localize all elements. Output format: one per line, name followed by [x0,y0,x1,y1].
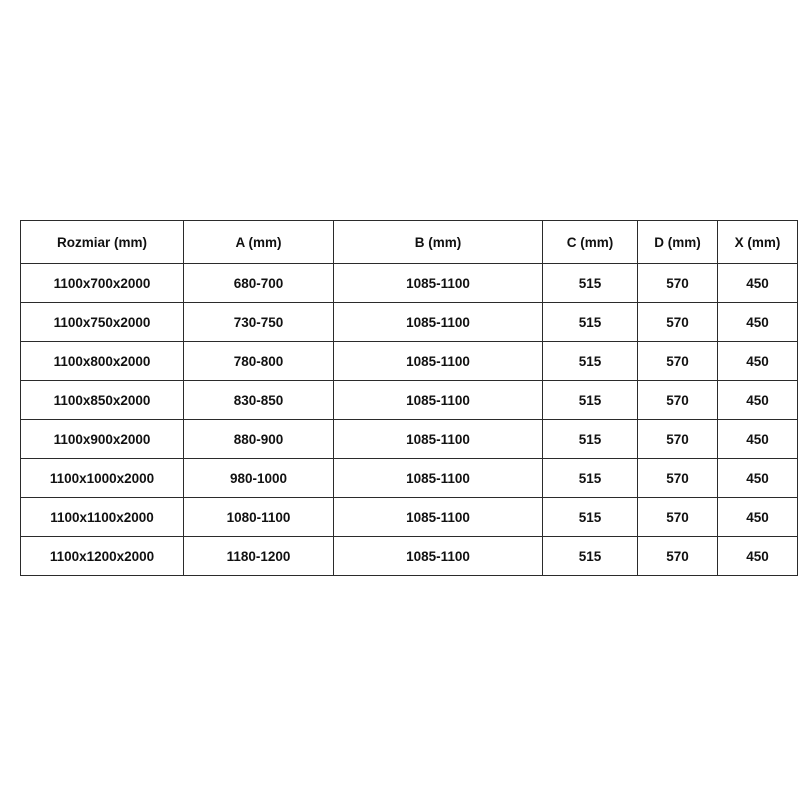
cell-d: 570 [638,264,718,303]
cell-d: 570 [638,537,718,576]
table-row [21,498,798,537]
cell-rozmiar: 1100x1000x2000 [21,459,184,498]
cell-a: 1180-1200 [184,537,334,576]
column-header-rozmiar: Rozmiar (mm) [21,221,184,264]
cell-x: 450 [718,420,798,459]
cell-x: 450 [718,459,798,498]
cell-c: 515 [543,342,638,381]
cell-c: 515 [543,459,638,498]
cell-d: 570 [638,381,718,420]
table-row [21,264,798,303]
cell-b: 1085-1100 [334,342,543,381]
table-row [21,381,798,420]
cell-x: 450 [718,303,798,342]
cell-d: 570 [638,498,718,537]
table-row [21,537,798,576]
cell-x: 450 [718,498,798,537]
table-row [21,342,798,381]
table-header-row [21,221,798,264]
cell-b: 1085-1100 [334,264,543,303]
cell-x: 450 [718,342,798,381]
cell-a: 980-1000 [184,459,334,498]
cell-rozmiar: 1100x700x2000 [21,264,184,303]
cell-d: 570 [638,459,718,498]
cell-d: 570 [638,420,718,459]
cell-b: 1085-1100 [334,420,543,459]
cell-x: 450 [718,264,798,303]
table-row [21,459,798,498]
table-row [21,303,798,342]
size-table [20,220,798,576]
column-header-b: B (mm) [334,221,543,264]
cell-d: 570 [638,342,718,381]
cell-d: 570 [638,303,718,342]
cell-rozmiar: 1100x750x2000 [21,303,184,342]
cell-c: 515 [543,303,638,342]
cell-b: 1085-1100 [334,381,543,420]
cell-c: 515 [543,498,638,537]
cell-rozmiar: 1100x800x2000 [21,342,184,381]
column-header-a: A (mm) [184,221,334,264]
cell-rozmiar: 1100x900x2000 [21,420,184,459]
column-header-x: X (mm) [718,221,798,264]
cell-a: 680-700 [184,264,334,303]
cell-c: 515 [543,264,638,303]
cell-a: 830-850 [184,381,334,420]
table-header [21,221,798,264]
cell-b: 1085-1100 [334,537,543,576]
cell-rozmiar: 1100x850x2000 [21,381,184,420]
cell-c: 515 [543,420,638,459]
size-table-container [20,220,780,576]
cell-c: 515 [543,381,638,420]
column-header-c: C (mm) [543,221,638,264]
cell-a: 780-800 [184,342,334,381]
column-header-d: D (mm) [638,221,718,264]
table-body [21,264,798,576]
cell-a: 730-750 [184,303,334,342]
cell-a: 880-900 [184,420,334,459]
cell-c: 515 [543,537,638,576]
cell-a: 1080-1100 [184,498,334,537]
cell-rozmiar: 1100x1100x2000 [21,498,184,537]
cell-rozmiar: 1100x1200x2000 [21,537,184,576]
cell-b: 1085-1100 [334,459,543,498]
cell-b: 1085-1100 [334,303,543,342]
cell-x: 450 [718,381,798,420]
cell-b: 1085-1100 [334,498,543,537]
table-row [21,420,798,459]
cell-x: 450 [718,537,798,576]
